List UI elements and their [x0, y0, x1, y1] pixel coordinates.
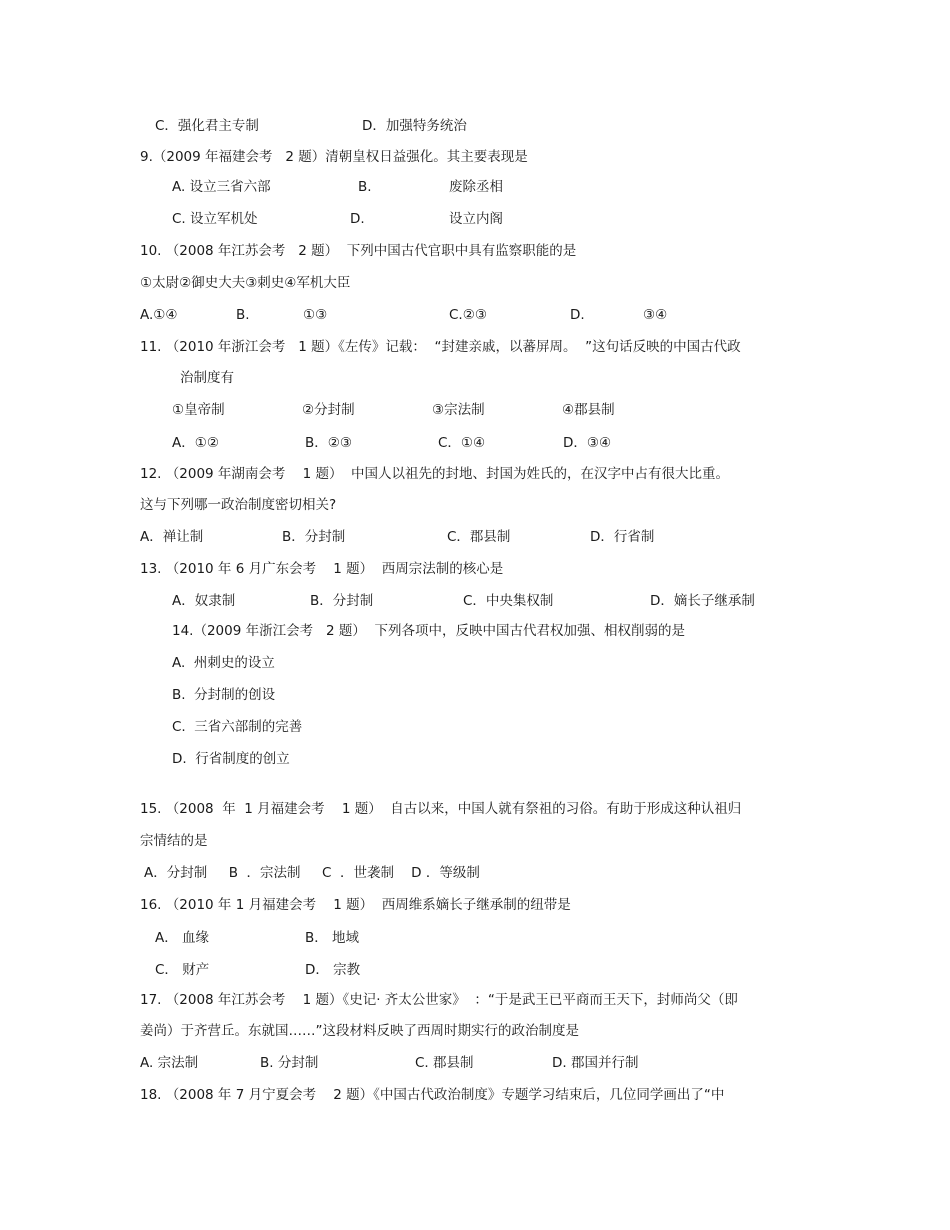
- question-11-stem-cont: 治制度有: [180, 370, 234, 386]
- question-17-stem: 17. （2008 年江苏会考 1 题）《史记· 齐太公世家》 ：“于是武王已平商而王天下，封师尚父（即: [140, 992, 738, 1008]
- option-b-text: 废除丞相: [449, 179, 503, 195]
- option-c: C．强化君主专制: [155, 118, 259, 134]
- question-13-stem: 13. （2010 年 6 月广东会考 1 题） 西周宗法制的核心是: [140, 561, 504, 577]
- question-10-stem: 10. （2008 年江苏会考 2 题） 下列中国古代官职中具有监察职能的是: [140, 243, 577, 259]
- question-10-items: ①太尉②御史大夫③刺史④军机大臣: [140, 275, 351, 291]
- option-a: A．禅让制: [140, 529, 204, 545]
- question-15-stem: 15. （2008 年 1 月福建会考 1 题） 自古以来，中国人就有祭祖的习俗。有助于形成这种认祖归: [140, 801, 742, 817]
- option-c: C. 三省六部制的完善: [172, 719, 303, 735]
- option-b-letter: B.: [236, 307, 250, 323]
- question-15-stem-cont: 宗情结的是: [140, 833, 208, 849]
- option-c: C．①④: [438, 435, 486, 451]
- option-a: A. 设立三省六部: [172, 179, 271, 195]
- option-d-text: ③④: [643, 307, 668, 323]
- item-4: ④郡县制: [562, 402, 615, 418]
- item-3: ③宗法制: [432, 402, 485, 418]
- option-a: A．奴隶制: [172, 593, 236, 609]
- option-b: B．分封制: [282, 529, 346, 545]
- option-d: D． 宗教: [305, 962, 361, 978]
- option-b: B. 分封制: [260, 1055, 319, 1071]
- option-c: C． 财产: [155, 962, 210, 978]
- option-c: C．郡县制: [447, 529, 511, 545]
- option-c: C. 郡县制: [415, 1055, 474, 1071]
- option-d: D．行省制: [590, 529, 655, 545]
- question-18-stem: 18. （2008 年 7 月宁夏会考 2 题）《中国古代政治制度》专题学习结束后，几位同学画出了“中: [140, 1087, 725, 1103]
- option-d: D．③④: [563, 435, 612, 451]
- question-15-options: A．分封制 B ．宗法制 C ．世袭制 D ．等级制: [144, 865, 480, 881]
- option-b-text: ①③: [303, 307, 328, 323]
- option-d-text: 设立内阁: [449, 211, 503, 227]
- question-11-stem: 11. （2010 年浙江会考 1 题）《左传》记载： “封建亲戚，以蕃屏周。 ”这句话反映的中国古代政: [140, 339, 741, 355]
- option-c: C．中央集权制: [463, 593, 554, 609]
- item-1: ①皇帝制: [172, 402, 225, 418]
- option-d: D．加强特务统治: [362, 118, 467, 134]
- item-2: ②分封制: [302, 402, 355, 418]
- question-14-stem: 14.（2009 年浙江会考 2 题） 下列各项中，反映中国古代君权加强、相权削弱的是: [172, 623, 685, 639]
- option-c: C. 设立军机处: [172, 211, 258, 227]
- option-d: D. 行省制度的创立: [172, 751, 290, 767]
- option-a: A.①④: [140, 307, 178, 323]
- question-17-stem-cont: 姜尚）于齐营丘。东就国……”这段材料反映了西周时期实行的政治制度是: [140, 1023, 579, 1039]
- option-c: C.②③: [449, 307, 487, 323]
- option-b-letter: B.: [358, 179, 372, 195]
- option-b: B．②③: [305, 435, 352, 451]
- question-16-stem: 16. （2010 年 1 月福建会考 1 题） 西周维系嫡长子继承制的纽带是: [140, 897, 571, 913]
- option-d-letter: D.: [350, 211, 365, 227]
- option-d-letter: D.: [570, 307, 585, 323]
- question-12-stem: 12. （2009 年湖南会考 1 题） 中国人以祖先的封地、封国为姓氏的，在汉字中占有很大比重。: [140, 466, 730, 482]
- option-b: B．分封制: [310, 593, 374, 609]
- question-9-stem: 9.（2009 年福建会考 2 题）清朝皇权日益强化。其主要表现是: [140, 149, 528, 165]
- option-a: A． 血缘: [155, 930, 210, 946]
- question-12-stem-cont: 这与下列哪一政治制度密切相关?: [140, 497, 337, 513]
- option-d: D．嫡长子继承制: [650, 593, 755, 609]
- option-a: A. 州刺史的设立: [172, 655, 275, 671]
- option-d: D. 郡国并行制: [552, 1055, 639, 1071]
- option-a: A．①②: [172, 435, 219, 451]
- option-b: B． 地域: [305, 930, 360, 946]
- option-a: A. 宗法制: [140, 1055, 199, 1071]
- option-b: B. 分封制的创设: [172, 687, 276, 703]
